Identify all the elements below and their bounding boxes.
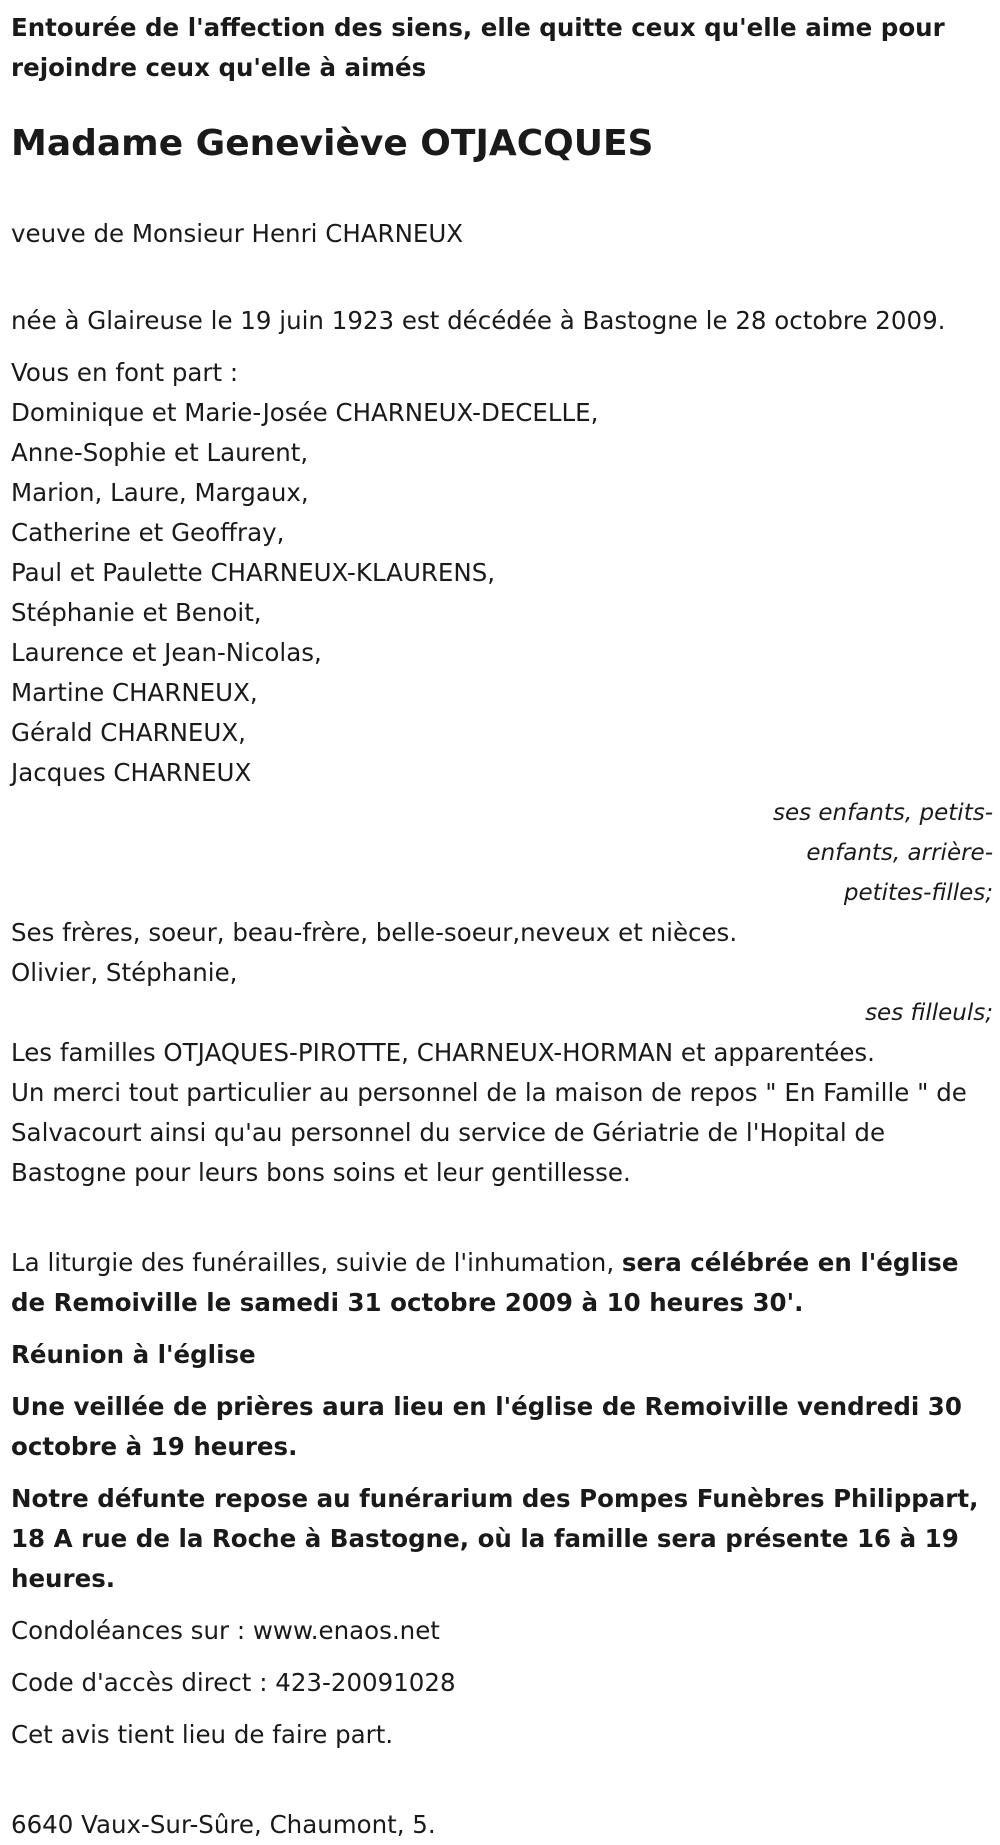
announcers-list [11,353,993,793]
list-item: Jacques CHARNEUX [11,758,252,787]
funeral-home-text: Notre défunte repose au funérarium des Pompes Funèbres Philippart, 18 A rue de la Roche à Bastogne, où la famille sera présente 16 à 19 heures. [11,1484,979,1593]
list-item: Catherine et Geoffray, [11,518,285,547]
list-item: Stéphanie et Benoit, [11,598,262,627]
children-role: ses enfants, petits-enfants, arrière-petites-filles; [772,800,993,906]
liturgy-intro: La liturgie des funérailles, suivie de l'inhumation, [11,1248,615,1277]
intro-text: Entourée de l'affection des siens, elle quitte ceux qu'elle aime pour rejoindre ceux qu'elle à aimés [11,13,945,82]
thanks-text: Un merci tout particulier au personnel de la maison de repos " En Famille " de Salvacourt ainsi qu'au personnel du service de Gériatrie de l'Hopital de Bastogne pour leurs bons soins et leur gentillesse. [11,1078,967,1187]
siblings-line: Ses frères, soeur, beau-frère, belle-soeur,neveux et nièces. [11,918,738,947]
list-item: Paul et Paulette CHARNEUX-KLAURENS, [11,558,496,587]
list-item: Anne-Sophie et Laurent, [11,438,309,467]
list-item: Gérald CHARNEUX, [11,718,246,747]
godchildren-role: ses filleuls; [865,1000,993,1026]
families-line: Les familles OTJAQUES-PIROTTE, CHARNEUX-HORMAN et apparentées. [11,1038,875,1067]
vigil-text: Une veillée de prières aura lieu en l'église de Remoiville vendredi 30 octobre à 19 heures. [11,1392,962,1461]
address-line: 6640 Vaux-Sur-Sûre, Chaumont, 5. [11,1810,436,1839]
list-item: Dominique et Marie-Josée CHARNEUX-DECELLE, [11,398,599,427]
list-item: Martine CHARNEUX, [11,678,258,707]
liturgy-details: sera célébrée en l'église de Remoiville le samedi 31 octobre 2009 à 10 heures 30'. [11,1248,959,1317]
meeting-place: Réunion à l'église [11,1340,256,1369]
deceased-name: Madame Geneviève OTJACQUES [11,123,654,164]
liturgy-text [11,1243,993,1323]
godchildren-names: Olivier, Stéphanie, [11,958,238,987]
condolences-line: Condoléances sur : www.enaos.net [11,1616,440,1645]
announcers-intro: Vous en font part : [11,358,239,387]
list-item: Marion, Laure, Margaux, [11,478,309,507]
access-code: Code d'accès direct : 423-20091028 [11,1668,456,1697]
birth-death-dates: née à Glaireuse le 19 juin 1923 est décédée à Bastogne le 28 octobre 2009. [11,306,946,335]
list-item: Laurence et Jean-Nicolas, [11,638,322,667]
widow-of: veuve de Monsieur Henri CHARNEUX [11,219,464,248]
notice-line: Cet avis tient lieu de faire part. [11,1720,394,1749]
